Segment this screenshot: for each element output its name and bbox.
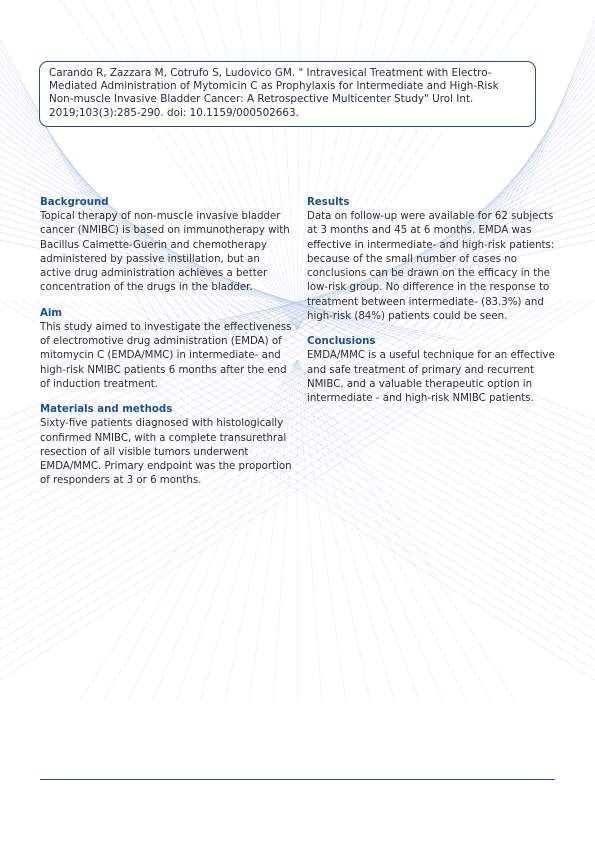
results-text: Data on follow-up were available for 62 subjects at 3 months and 45 at 6 months. EMDA was effective in intermediate- and high-risk patients: because of the small number of cases no conclusions can be drawn on the efficacy in the low-risk group. No difference in the response to treatment between intermediate- (83.3%) and high-risk (84%) patients could be seen. bbox=[307, 211, 555, 323]
methods-text: Sixty-five patients diagnosed with histologically confirmed NMIBC, with a complete transurethral resection of all visible tumors underwent EMDA/MMC. Primary endpoint was the proportion of responders at 3 or 6 months. bbox=[40, 418, 292, 487]
section-methods bbox=[40, 403, 292, 488]
background-heading: Background bbox=[40, 197, 109, 208]
section-conclusions bbox=[307, 335, 555, 406]
pattern-line bbox=[297, 360, 298, 700]
section-background bbox=[40, 196, 292, 296]
citation-box bbox=[39, 61, 536, 127]
pattern-line bbox=[297, 0, 300, 330]
conclusions-text: EMDA/MMC is a useful technique for an effective and safe treatment of primary and recurrent NMIBC, and a valuable therapeutic option in intermediate - and high-risk NMIBC patients. bbox=[307, 350, 555, 405]
citation-text: Carando R, Zazzara M, Cotrufo S, Ludovico GM. " Intravesical Treatment with Electro-Mediated Administration of Mytomicin C as Prophylaxis for Intermediate and High-Risk Non-muscle Invasive Bladder Cancer: A Retrospective Multicenter Study" Urol Int. 2019;103(3):285-290. doi: 10.1159/000502663. bbox=[49, 67, 499, 119]
section-results bbox=[307, 196, 555, 324]
footer-divider bbox=[40, 779, 555, 780]
results-heading: Results bbox=[307, 197, 350, 208]
left-column bbox=[40, 196, 292, 500]
background-text: Topical therapy of non-muscle invasive bladder cancer (NMIBC) is based on immunotherapy with Bacillus Calmette-Guerin and chemotherapy administered by passive instillation, but an active drug administration achieves a better concentration of the drugs in the bladder. bbox=[40, 211, 290, 294]
conclusions-heading: Conclusions bbox=[307, 336, 376, 348]
aim-text: This study aimed to investigate the effectiveness of electromotive drug administration (EMDA) of mitomycin C (EMDA/MMC) in intermediate- and high-risk NMIBC patients 6 months after the end of induction treatment. bbox=[40, 321, 292, 390]
aim-heading: Aim bbox=[40, 307, 62, 319]
right-column bbox=[307, 196, 555, 418]
section-aim bbox=[40, 307, 292, 392]
methods-heading: Materials and methods bbox=[40, 404, 173, 416]
